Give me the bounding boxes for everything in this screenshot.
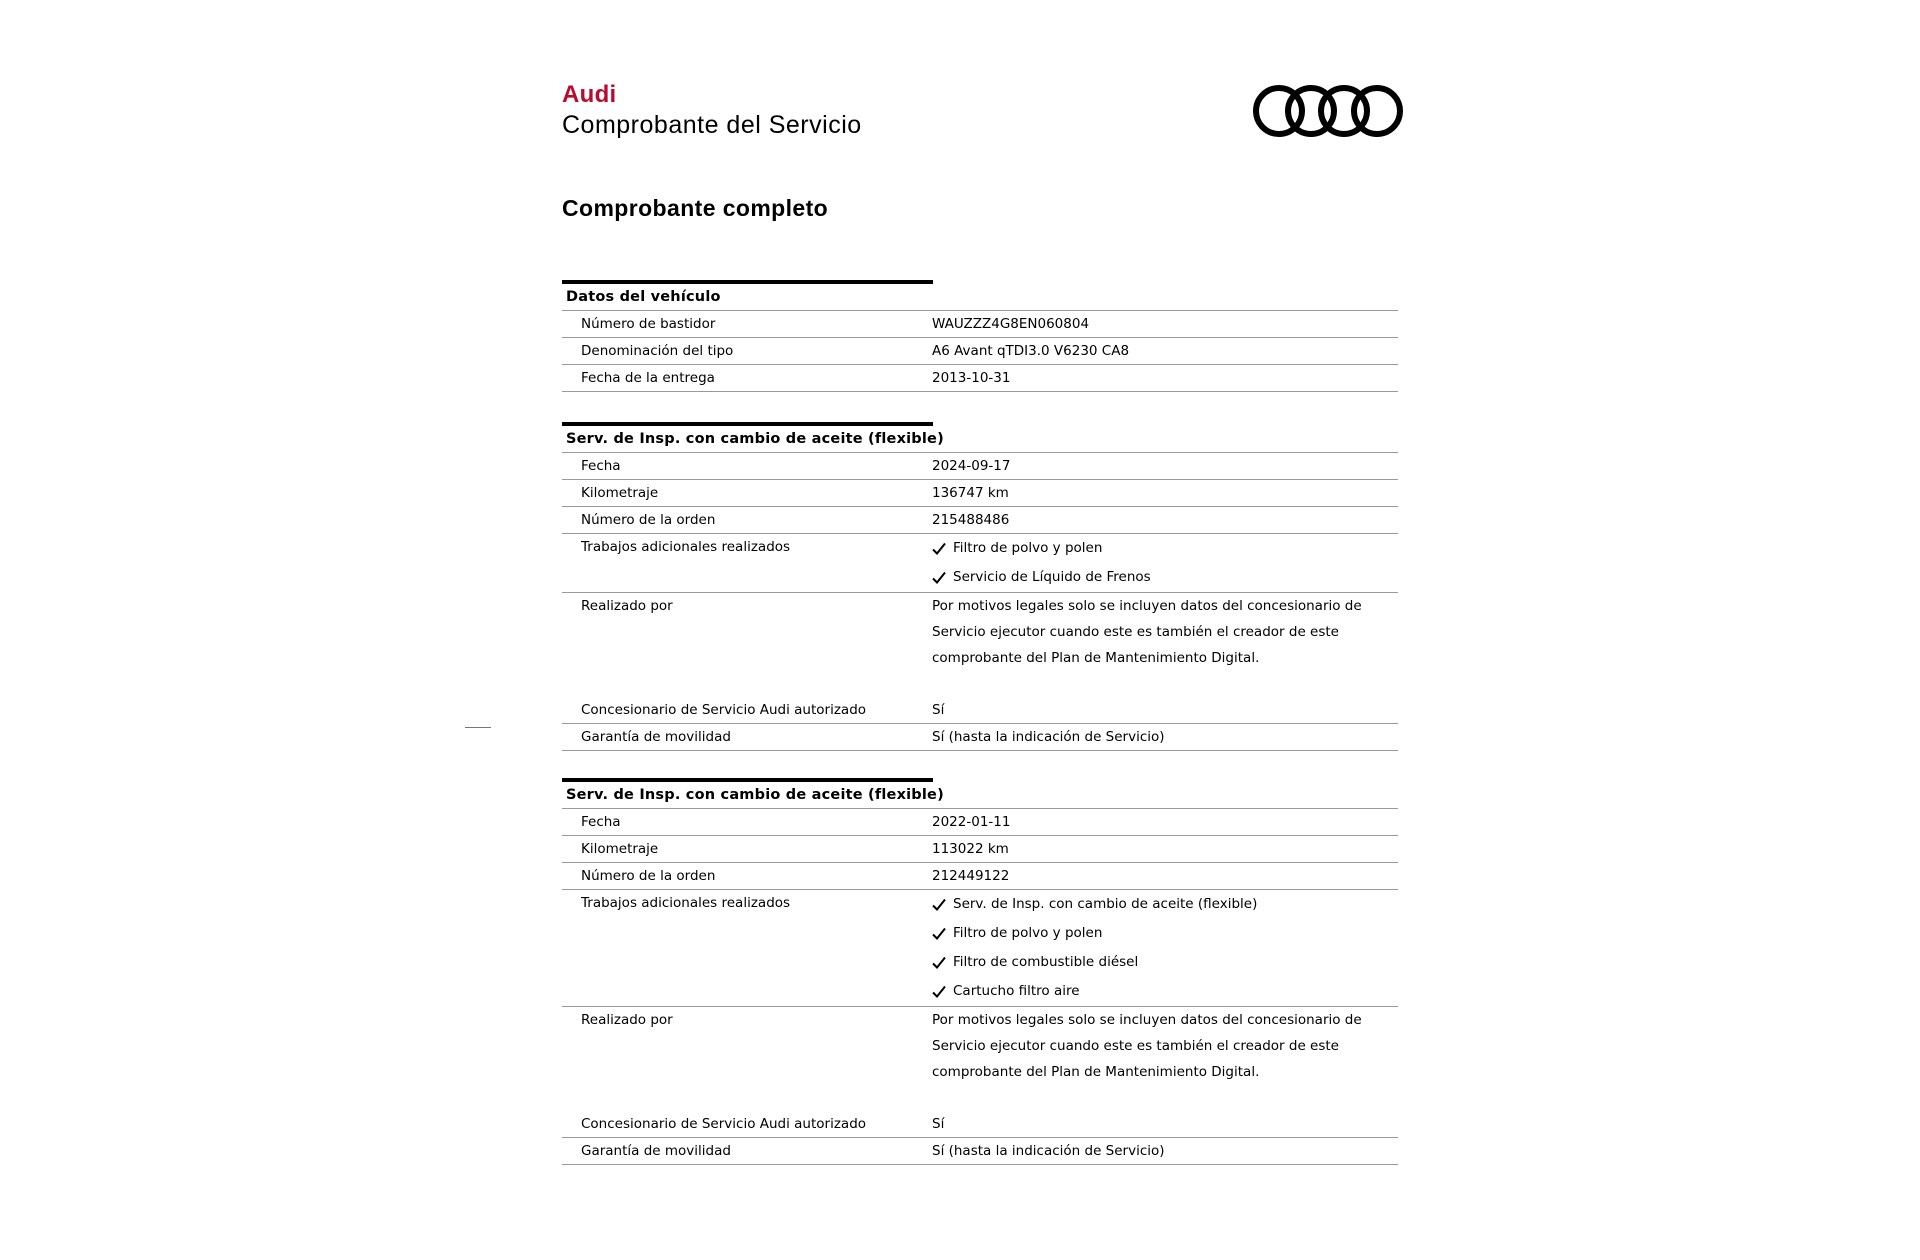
authorized-dealer-value: Sí [932, 702, 945, 718]
table-row [562, 338, 1398, 365]
row-label: Kilometraje [581, 841, 659, 857]
brand-header [562, 80, 862, 140]
legal-note-line: Servicio ejecutor cuando este es también el creador de este [932, 624, 1339, 640]
mileage-value: 113022 km [932, 841, 1009, 857]
table-row [562, 534, 1398, 593]
work-item-label: Cartucho filtro aire [953, 983, 1080, 999]
row-label: Trabajos adicionales realizados [581, 895, 791, 911]
row-label: Concesionario de Servicio Audi autorizado [581, 702, 867, 718]
order-number-value: 215488486 [932, 512, 1010, 528]
work-item [932, 534, 1398, 563]
work-item-label: Filtro de combustible diésel [953, 954, 1139, 970]
table-row [562, 697, 1398, 724]
row-label: Realizado por [581, 1012, 673, 1028]
table-row [562, 453, 1398, 480]
date-value: 2022-01-11 [932, 814, 1011, 830]
work-item-label: Servicio de Líquido de Frenos [953, 569, 1151, 585]
mileage-value: 136747 km [932, 485, 1009, 501]
service-section-1 [562, 422, 1398, 751]
row-label: Trabajos adicionales realizados [581, 539, 791, 555]
checkmark-icon [932, 927, 946, 941]
table-row [562, 507, 1398, 534]
order-number-value: 212449122 [932, 868, 1010, 884]
type-value: A6 Avant qTDI3.0 V6230 CA8 [932, 343, 1130, 359]
checkmark-icon [932, 985, 946, 999]
work-item [932, 563, 1398, 592]
work-item-label: Filtro de polvo y polen [953, 540, 1103, 556]
work-item-label: Serv. de Insp. con cambio de aceite (flexible) [953, 896, 1258, 912]
row-label: Fecha [581, 814, 621, 830]
row-label: Fecha [581, 458, 621, 474]
page-title: Comprobante completo [562, 195, 829, 221]
section-title: Datos del vehículo [562, 284, 1398, 311]
margin-mark [465, 727, 491, 728]
vehicle-data-section [562, 280, 1398, 392]
table-row [562, 1111, 1398, 1138]
row-label: Realizado por [581, 598, 673, 614]
table-row [562, 836, 1398, 863]
legal-note-line: comprobante del Plan de Mantenimiento Digital. [932, 1064, 1260, 1080]
mobility-guarantee-value: Sí (hasta la indicación de Servicio) [932, 729, 1165, 745]
row-label: Garantía de movilidad [581, 729, 731, 745]
table-row [562, 890, 1398, 1007]
row-label: Número de la orden [581, 868, 716, 884]
row-label: Garantía de movilidad [581, 1143, 731, 1159]
document-subtitle: Comprobante del Servicio [562, 111, 862, 139]
checkmark-icon [932, 542, 946, 556]
section-title: Serv. de Insp. con cambio de aceite (flexible) [562, 782, 1398, 809]
brand-name: Audi [562, 81, 617, 108]
service-section-2 [562, 778, 1398, 1165]
table-row [562, 311, 1398, 338]
row-label: Número de la orden [581, 512, 716, 528]
work-item [932, 890, 1398, 919]
checkmark-icon [932, 571, 946, 585]
row-label: Denominación del tipo [581, 343, 734, 359]
table-row [562, 724, 1398, 751]
legal-note [932, 593, 1398, 697]
table-row [562, 809, 1398, 836]
authorized-dealer-value: Sí [932, 1116, 945, 1132]
section-title: Serv. de Insp. con cambio de aceite (flexible) [562, 426, 1398, 453]
table-row [562, 1138, 1398, 1165]
date-value: 2024-09-17 [932, 458, 1011, 474]
checkmark-icon [932, 956, 946, 970]
delivery-date-value: 2013-10-31 [932, 370, 1011, 386]
table-row [562, 863, 1398, 890]
work-list [932, 890, 1398, 1006]
table-row [562, 1007, 1398, 1111]
audi-rings-logo [1253, 84, 1403, 138]
legal-note [932, 1007, 1398, 1111]
work-item [932, 919, 1398, 948]
mobility-guarantee-value: Sí (hasta la indicación de Servicio) [932, 1143, 1165, 1159]
work-item [932, 977, 1398, 1006]
vin-value: WAUZZZ4G8EN060804 [932, 316, 1090, 332]
row-label: Kilometraje [581, 485, 659, 501]
work-item-label: Filtro de polvo y polen [953, 925, 1103, 941]
work-item [932, 948, 1398, 977]
checkmark-icon [932, 898, 946, 912]
work-list [932, 534, 1398, 592]
legal-note-line: comprobante del Plan de Mantenimiento Digital. [932, 650, 1260, 666]
legal-note-line: Por motivos legales solo se incluyen datos del concesionario de [932, 598, 1362, 614]
legal-note-line: Servicio ejecutor cuando este es también el creador de este [932, 1038, 1339, 1054]
row-label: Fecha de la entrega [581, 370, 715, 386]
table-row [562, 365, 1398, 392]
row-label: Concesionario de Servicio Audi autorizado [581, 1116, 867, 1132]
table-row [562, 480, 1398, 507]
row-label: Número de bastidor [581, 316, 716, 332]
table-row [562, 593, 1398, 697]
legal-note-line: Por motivos legales solo se incluyen datos del concesionario de [932, 1012, 1362, 1028]
